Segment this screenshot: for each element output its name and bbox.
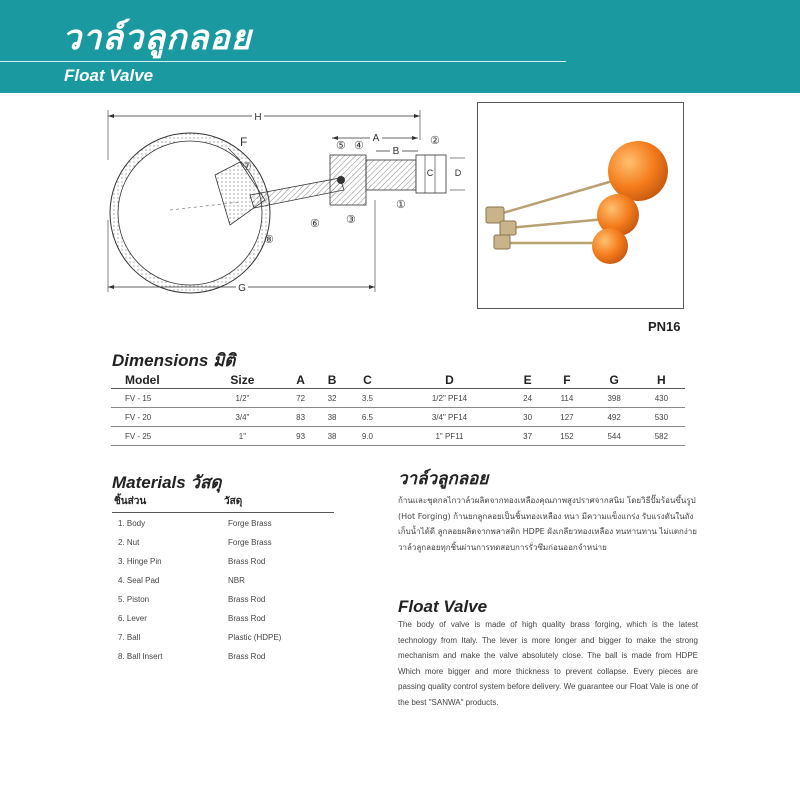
cell-f: 127 <box>543 408 590 427</box>
cell-d: 3/4" PF14 <box>387 408 512 427</box>
material-value: Forge Brass <box>228 519 272 528</box>
product-photo <box>477 102 684 309</box>
cell-a: 83 <box>285 408 316 427</box>
page-title-english: Float Valve <box>64 66 154 85</box>
cell-g: 398 <box>591 389 638 408</box>
materials-title: Materials วัสดุ <box>112 473 222 492</box>
header-rule <box>0 61 566 62</box>
callout-1: ① <box>396 199 406 211</box>
material-part: 8. Ball Insert <box>118 652 163 661</box>
technical-drawing <box>100 100 470 300</box>
cell-model: FV - 25 <box>111 427 200 446</box>
dimensions-table <box>111 371 685 446</box>
col-h: H <box>638 371 685 389</box>
dim-label-a: A <box>372 133 380 144</box>
float-valve-illustration <box>478 103 683 308</box>
cell-c: 9.0 <box>348 427 387 446</box>
material-value: Plastic (HDPE) <box>228 633 282 642</box>
material-part: 1. Body <box>118 519 146 528</box>
cell-b: 32 <box>316 389 347 408</box>
cell-g: 544 <box>591 427 638 446</box>
cell-h: 530 <box>638 408 685 427</box>
cell-a: 72 <box>285 389 316 408</box>
table-row <box>111 389 685 408</box>
materials-row <box>112 610 334 629</box>
ball-large <box>608 141 668 201</box>
material-value: Forge Brass <box>228 538 272 547</box>
dim-label-h: H <box>254 112 262 123</box>
cell-b: 38 <box>316 408 347 427</box>
cell-g: 492 <box>591 408 638 427</box>
cell-e: 30 <box>512 408 543 427</box>
material-value: Brass Rod <box>228 652 266 661</box>
cell-b: 38 <box>316 427 347 446</box>
pressure-rating: PN16 <box>648 319 681 334</box>
cell-e: 37 <box>512 427 543 446</box>
material-part: 3. Hinge Pin <box>118 557 162 566</box>
cell-h: 430 <box>638 389 685 408</box>
description-thai-body: ก้านและชุดกลไกวาล์วผลิตจากทองเหลืองคุณภาพสูงปราศจากสนิม โดยวิธีปั๊มร้อนขึ้นรูป (Hot Forging) ก้านยกลูกลอยเป็นชิ้นทองเหลือง หนา มีความแข็งแกร่ง รับแรงดันในถังเก็บน้ำได้ดี ลูกลอยผลิตจากพลาสติก HDPE ผังเกลียวทองเหลือง ทนทานทาน ไม่แตกง่าย วาล์วลูกลอยทุกชิ้นผ่านการทดสอบการรั่วซึมก่อนออกจำหน่าย <box>398 496 697 552</box>
material-part: 5. Piston <box>118 595 150 604</box>
material-value: Brass Rod <box>228 614 266 623</box>
cell-model: FV - 20 <box>111 408 200 427</box>
table-row <box>111 408 685 427</box>
materials-row <box>112 572 334 591</box>
cell-e: 24 <box>512 389 543 408</box>
materials-row <box>112 648 334 667</box>
table-row <box>111 427 685 446</box>
description-english-body: The body of valve is made of high quality brass forging, which is the latest technology from Italy. The lever is more longer and bigger to make the strong mechanism and make the valve absolutely close. The ball is made from HDPE Which more bigger and more thickness to prevent collapse. Every pieces are passing quality control system before delivery. We guarantee our Float Vale is one of the best "SANWA" products. <box>398 620 698 707</box>
page-title-thai: วาล์วลูกลอย <box>62 18 252 58</box>
description-english-title: Float Valve <box>398 597 488 616</box>
dim-label-g: G <box>238 283 246 294</box>
dim-label-c: C <box>426 168 434 178</box>
material-value: NBR <box>228 576 245 585</box>
cell-f: 152 <box>543 427 590 446</box>
materials-col-material: วัสดุ <box>224 496 243 507</box>
materials-col-part: ชิ้นส่วน <box>114 496 147 507</box>
material-part: 7. Ball <box>118 633 141 642</box>
cell-h: 582 <box>638 427 685 446</box>
callout-6: ⑥ <box>310 218 320 230</box>
material-value: Brass Rod <box>228 595 266 604</box>
cell-size: 1" <box>200 427 285 446</box>
callout-5: ⑤ <box>336 140 346 152</box>
materials-row <box>112 515 334 534</box>
cell-c: 3.5 <box>348 389 387 408</box>
material-part: 6. Lever <box>118 614 147 623</box>
col-c: C <box>348 371 387 389</box>
materials-row <box>112 534 334 553</box>
cell-size: 3/4" <box>200 408 285 427</box>
cell-d: 1/2" PF14 <box>387 389 512 408</box>
col-e: E <box>512 371 543 389</box>
col-model: Model <box>111 371 200 389</box>
col-f: F <box>543 371 590 389</box>
cell-a: 93 <box>285 427 316 446</box>
col-a: A <box>285 371 316 389</box>
material-value: Brass Rod <box>228 557 266 566</box>
ball-small <box>592 228 628 264</box>
materials-header <box>112 490 334 513</box>
dim-label-b: B <box>392 146 400 157</box>
cell-d: 1" PF11 <box>387 427 512 446</box>
dim-label-f: F <box>240 135 248 149</box>
cell-size: 1/2" <box>200 389 285 408</box>
dim-label-d: D <box>454 168 462 178</box>
materials-row <box>112 553 334 572</box>
col-d: D <box>387 371 512 389</box>
description-thai-title: วาล์วลูกลอย <box>398 469 489 489</box>
material-part: 2. Nut <box>118 538 140 547</box>
col-g: G <box>591 371 638 389</box>
materials-row <box>112 591 334 610</box>
cell-model: FV - 15 <box>111 389 200 408</box>
callout-7: ⑦ <box>242 161 252 173</box>
material-part: 4. Seal Pad <box>118 576 160 585</box>
materials-row <box>112 629 334 648</box>
callout-8: ⑧ <box>264 234 274 246</box>
dimensions-title: Dimensions มิติ <box>112 351 236 370</box>
callout-4: ④ <box>354 140 364 152</box>
col-size: Size <box>200 371 285 389</box>
cell-c: 6.5 <box>348 408 387 427</box>
col-b: B <box>316 371 347 389</box>
dimensions-header-row <box>111 371 685 389</box>
header-banner <box>0 0 800 93</box>
callout-2: ② <box>430 135 440 147</box>
callout-3: ③ <box>346 214 356 226</box>
cell-f: 114 <box>543 389 590 408</box>
